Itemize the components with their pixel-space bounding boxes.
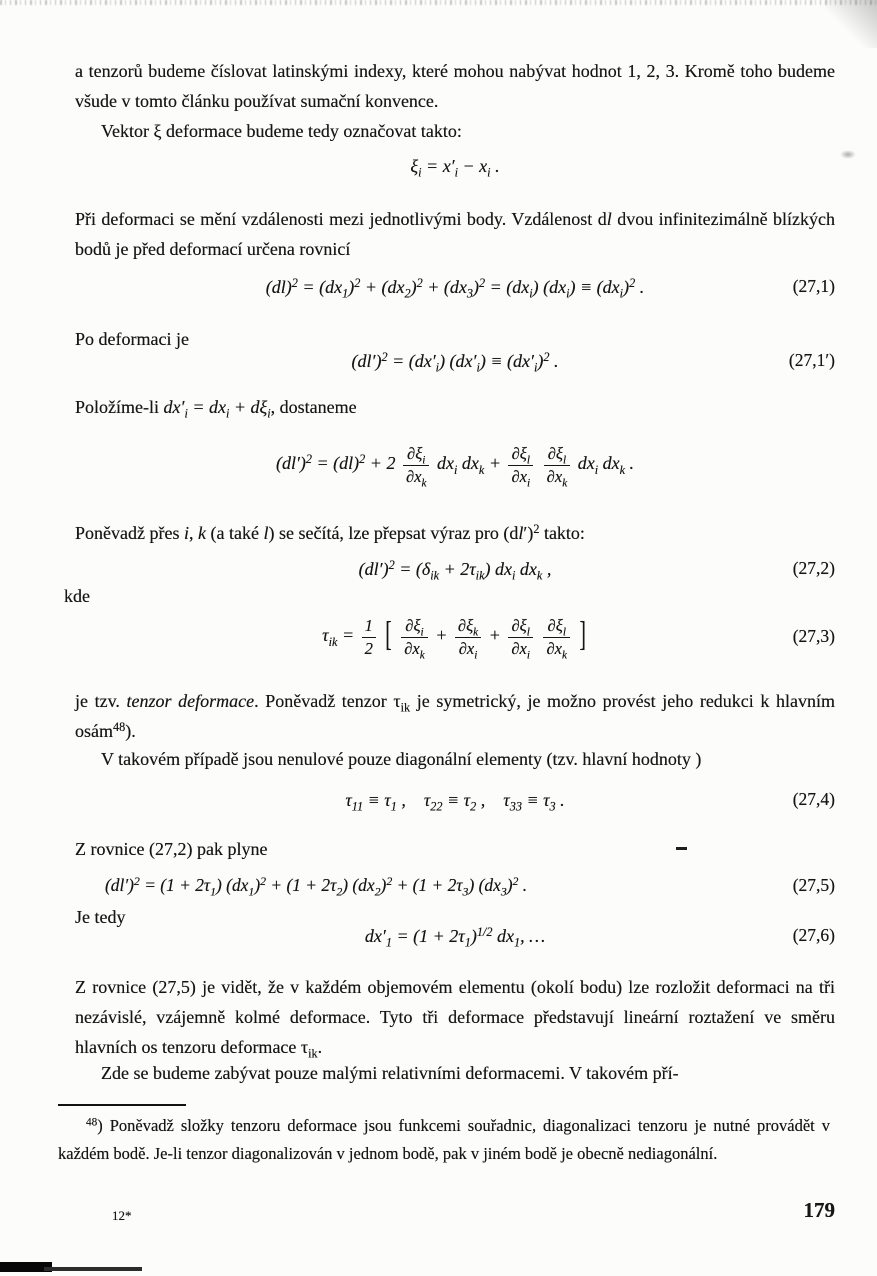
- scan-noise-top: [0, 0, 877, 5]
- equation-body: $dx'_1 = (1 + 2\tau_1)^{1/2}$ $dx_1$, …: [364, 924, 546, 950]
- paragraph-vektor: Vektor ξ deformace budeme tedy označovat takto:: [101, 121, 462, 141]
- page-number: 179: [803, 1198, 835, 1222]
- paragraph-je-tedy: Je tedy: [75, 907, 126, 927]
- scan-smudge-right: [840, 150, 856, 159]
- footnote-rule: [58, 1104, 186, 1106]
- label-kde: kde: [64, 586, 90, 606]
- equation-body: $(dl)^2 = (dx_1)^2 + (dx_2)^2 + (dx_3)^2 = (dx_i) (dx_i) \equiv (dx_i)^2$ .: [265, 275, 645, 301]
- equation-27-6: [75, 918, 835, 954]
- equation-27-4: [75, 782, 835, 818]
- scan-corner-smudge: [825, 0, 877, 48]
- equation-body: $(dl')^2 = (dx'_i) (dx'_i) \equiv (dx'_i)^2$ .: [351, 349, 559, 375]
- paragraph-z-rovnice-27-5: Z rovnice (27,5) je vidět, že v každém objemovém elementu (okolí bodu) lze rozložit deformaci na tři nezávislé, vzájemně kolmé deformace. Tyto tři deformace představují lineární roztažení ve směru hlavních os tenzoru deformace $\tau_{ik}$.: [75, 977, 835, 1061]
- equation-dl-expanded: [75, 428, 835, 502]
- paragraph-v-takovem-pripade: V takovém případě jsou nenulové pouze diagonální elementy (tzv. hlavní hodnoty ): [101, 749, 702, 769]
- paragraph-zde-se-budeme: Zde se budeme zabývat pouze malými relativními deformacemi. V takovém pří-: [101, 1063, 679, 1083]
- paragraph-pri-deformaci: Při deformaci se mění vzdálenosti mezi jednotlivými body. Vzdálenost dl dvou infinitezimálně blízkých bodů je před deformací určena rovnicí: [75, 209, 835, 259]
- paragraph-po-deformaci: Po deformaci je: [75, 329, 189, 349]
- equation-27-1: [75, 268, 835, 306]
- equation-27-3: [75, 600, 835, 674]
- equation-27-2: [75, 550, 835, 588]
- paragraph-z-rovnice-27-2: Z rovnice (27,2) pak plyne: [75, 839, 268, 859]
- paragraph-tenzor-deformace: je tzv. tenzor deformace. Poněvadž tenzor $\tau_{ik}$ je symetrický, je možno provést jeho redukci k hlavním osám$^{48}$).: [75, 691, 835, 741]
- footnote: $^{48}$) Poněvadž složky tenzoru deformace jsou funkcemi souřadnic, diagonalizaci tenzoru je nutné provádět v každém bodě. Je-li tenzor diagonalizován v jednom bodě, pak v jiném bodě je obecně nediagonální.: [58, 1116, 830, 1163]
- footer-signature-mark: 12*: [112, 1208, 132, 1223]
- equation-body: $\tau_{ik}$ = $\frac{1}{2}$ [ $\frac{\partial\xi_i}{\partial x_k}$ + $\frac{\partial\xi_k}{\partial x_i}$ + $\frac{\partial\xi_l}{\partial x_i}$ $\frac{\partial\xi_l}{\partial x_k}$ ]: [322, 615, 586, 661]
- equation-number: (27,4): [792, 789, 835, 810]
- equation-number: (27,2): [792, 558, 835, 579]
- paragraph-polozime-li: Položíme-li $dx'_i = dx_i + d\xi_i$, dostaneme: [75, 397, 357, 421]
- equation-body: $(dl')^2 = (1 + 2\tau_1) (dx_1)^2 + (1 + 2\tau_2) (dx_2)^2 + (1 + 2\tau_3)$ $(dx_3)^2$ .: [105, 874, 528, 899]
- equation-27-5: [75, 868, 835, 904]
- scan-mark-bottom-left-tail: [44, 1267, 142, 1271]
- paragraph-ponevadz-pres: Poněvadž přes i, k (a také l) se sečítá, lze přepsat výraz pro $(dl')^2$ takto:: [75, 521, 585, 543]
- equation-body: $\xi_i = x'_i - x_i$ .: [410, 155, 500, 180]
- equation-number: (27,1′): [788, 350, 835, 371]
- equation-number: (27,1): [792, 276, 835, 297]
- equation-body: $\tau_{11} \equiv \tau_1$ , $\tau_{22} \equiv \tau_2$ , $\tau_{33} \equiv \tau_3$ .: [345, 789, 565, 814]
- equation-xi: [75, 148, 835, 184]
- equation-number: (27,3): [792, 626, 835, 647]
- equation-body: $(dl')^2 = (dl)^2 + 2$ $\frac{\partial\xi_i}{\partial x_k}$ $dx_i$ $dx_k$ + $\frac{\partial\xi_l}{\partial x_i}$ $\frac{\partial\xi_l}{\partial x_k}$ $dx_i$ $dx_k$ .: [275, 443, 635, 489]
- equation-body: $(dl')^2 = (\delta_{ik} + 2\tau_{ik})$ $dx_i$ $dx_k$ ,: [358, 557, 552, 583]
- equation-27-1-prime: [75, 342, 835, 380]
- equation-number: (27,6): [792, 925, 835, 946]
- paragraph-continuation: a tenzorů budeme číslovat latinskými indexy, které mohou nabývat hodnot 1, 2, 3. Kromě toho budeme všude v tomto článku používat sumační konvence.: [75, 61, 835, 111]
- equation-number: (27,5): [792, 875, 835, 896]
